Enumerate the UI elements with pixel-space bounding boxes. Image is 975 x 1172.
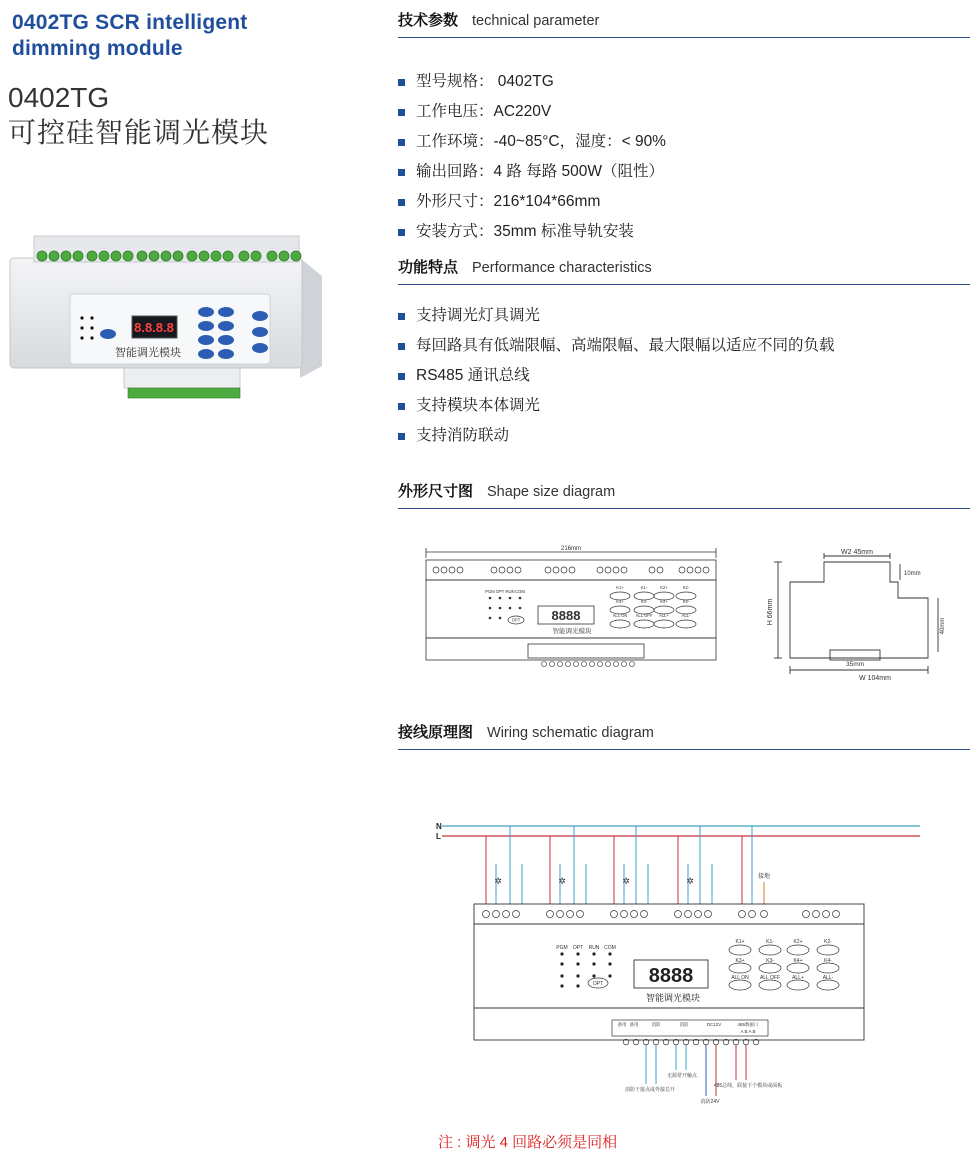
- tech-heading: 技术参数 technical parameter: [398, 12, 600, 29]
- key-label: K3-: [766, 958, 774, 964]
- led-label: RUN: [505, 589, 515, 594]
- opt-label: OPT: [511, 617, 521, 623]
- side-35mm: 35mm: [845, 661, 865, 668]
- ground-label: 接地: [757, 874, 771, 880]
- led-label: COM: [604, 945, 616, 951]
- term-label-3: 消防24V: [700, 1099, 720, 1105]
- features-rule: [398, 284, 970, 285]
- led-label: OPT: [572, 945, 584, 951]
- term-label-2: 无源常开触点: [666, 1073, 698, 1079]
- feature-item: 每回路具有低端限幅、高端限幅、最大限幅以适应不同的负载: [398, 331, 835, 361]
- svg-text:8.8.8.8: 8.8.8.8: [134, 320, 174, 335]
- width-label: 216mm: [560, 546, 582, 552]
- model-number: 0402TG: [8, 82, 110, 113]
- key-label: ALL+: [792, 975, 804, 981]
- key-label: ALL OFF: [635, 613, 653, 618]
- l-label: L: [436, 832, 441, 841]
- key-label: ALL-: [822, 975, 834, 981]
- key-label: ALL+: [659, 613, 669, 618]
- feature-item: 支持模块本体调光: [398, 391, 835, 421]
- term-label-1: 消防干接点或外接总开: [624, 1087, 676, 1093]
- feature-item: 支持消防联动: [398, 421, 835, 451]
- key-label: ALL-: [681, 613, 691, 618]
- key-label: K4+: [660, 599, 668, 604]
- wiring-rule: [398, 749, 970, 750]
- key-label: K1-: [640, 585, 648, 590]
- shape-rule: [398, 508, 970, 509]
- side-w: W 104mm: [859, 675, 891, 682]
- tech-item: 型号规格： 0402TG: [398, 67, 666, 97]
- tech-item: 安装方式：35mm 标准导轨安装: [398, 217, 666, 247]
- n-label: N: [436, 822, 442, 831]
- photo-display-label: 智能调光模块: [115, 347, 181, 359]
- key-label: K2-: [824, 939, 832, 945]
- key-label: ALL ON: [731, 975, 749, 981]
- side-h: H 66mm: [767, 598, 774, 626]
- led-label: PGM: [485, 589, 495, 594]
- front-display-label: 智能调光模块: [552, 628, 592, 635]
- opt-label: OPT: [592, 981, 604, 987]
- product-photo: [0, 228, 330, 408]
- terminal-label: 备用: [629, 1022, 639, 1027]
- tech-item: 输出回路：4 路 每路 500W（阻性）: [398, 157, 666, 187]
- side-40mm: 40mm: [940, 617, 946, 635]
- terminal-label: 备用: [617, 1022, 627, 1027]
- key-label: K1+: [616, 585, 624, 590]
- tech-rule: [398, 37, 970, 38]
- led-label: OPT: [495, 589, 505, 594]
- key-label: K4+: [793, 958, 803, 964]
- svg-text:✲: ✲: [622, 876, 630, 886]
- front-dimension-drawing: [420, 540, 730, 670]
- led-label: RUN: [588, 945, 600, 951]
- feature-item: RS485 通讯总线: [398, 361, 835, 391]
- side-dimension-drawing: [760, 542, 970, 687]
- tech-list: [398, 67, 666, 247]
- features-heading: 功能特点 Performance characteristics: [398, 259, 652, 276]
- wiring-note: 注 : 调光 4 回路必须是同相: [438, 1134, 618, 1151]
- led-label: PGM: [556, 945, 568, 951]
- tech-item: 外形尺寸：216*104*66mm: [398, 187, 666, 217]
- term-label-4: 485总线，联接下个模块或面板: [713, 1083, 783, 1089]
- terminal-label: DC12V: [706, 1022, 722, 1027]
- tech-item: 工作电压：AC220V: [398, 97, 666, 127]
- svg-text:8888: 8888: [648, 965, 694, 987]
- features-list: [398, 301, 835, 451]
- feature-item: 支持调光灯具调光: [398, 301, 835, 331]
- key-label: K4-: [824, 958, 832, 964]
- key-label: K2-: [682, 585, 690, 590]
- wiring-diagram: [430, 812, 930, 1112]
- side-10mm: 10mm: [904, 571, 921, 577]
- svg-text:✲: ✲: [494, 876, 502, 886]
- svg-text:✲: ✲: [686, 876, 694, 886]
- key-label: K1+: [735, 939, 745, 945]
- key-label: K1-: [766, 939, 774, 945]
- english-title-line2: dimming module: [12, 37, 183, 60]
- svg-text:8888: 8888: [551, 608, 581, 623]
- led-label: COM: [515, 589, 525, 594]
- key-label: ALL ON: [612, 613, 628, 618]
- tech-item: 工作环境：-40~85°C，湿度：< 90%: [398, 127, 666, 157]
- key-label: K3+: [616, 599, 624, 604]
- abab-label: A B A B: [740, 1029, 756, 1034]
- terminal-label: 消防: [651, 1022, 661, 1027]
- chinese-title: 可控硅智能调光模块: [8, 117, 270, 148]
- wiring-heading: 接线原理图 Wiring schematic diagram: [398, 724, 654, 741]
- terminal-label: 485数据口: [737, 1022, 759, 1027]
- english-title-line1: 0402TG SCR intelligent: [12, 11, 248, 34]
- key-label: K3+: [735, 958, 745, 964]
- shape-heading: 外形尺寸图 Shape size diagram: [398, 483, 616, 500]
- key-label: K4-: [682, 599, 690, 604]
- key-label: K2+: [793, 939, 803, 945]
- side-w2: W2 45mm: [841, 549, 873, 556]
- key-label: K3-: [640, 599, 648, 604]
- key-label: K2+: [660, 585, 668, 590]
- svg-text:✲: ✲: [558, 876, 566, 886]
- key-label: ALL OFF: [759, 975, 781, 981]
- terminal-label: 消防: [679, 1022, 689, 1027]
- wiring-display-label: 智能调光模块: [645, 993, 701, 1003]
- english-title: [12, 10, 247, 62]
